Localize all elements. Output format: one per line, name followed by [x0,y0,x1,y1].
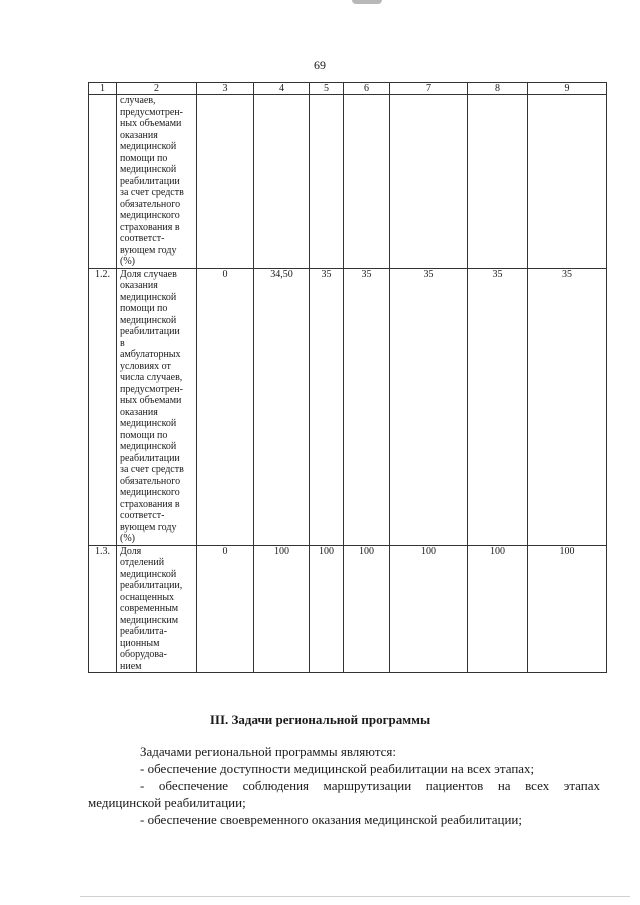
header-cell: 8 [468,83,528,95]
page-edge-line [80,896,630,897]
description-line: современным [120,603,179,614]
description-line: медицинской [120,291,177,303]
value-cell: 100 [310,545,344,673]
description-line: Доля [120,545,142,557]
description-line: помощи по [120,429,168,441]
description-line: условиях от [120,360,171,372]
description-line: медицинской [120,164,177,175]
description-line: медицинского [120,210,180,221]
value-cell: 0 [197,545,254,673]
description-line: медицинской [120,314,177,326]
value-cell: 35 [344,268,390,545]
description-line: медицинской [120,418,177,429]
page-number: 69 [314,58,326,72]
task-item: - обеспечение соблюдения маршрутизации пациентов на всех этапах [140,778,600,793]
description-line: (%) [120,533,135,544]
description-line: реабилитации [120,175,180,187]
description-line: реабилитации [120,452,180,464]
scan-artifact [352,0,382,4]
indicator-description [117,545,197,673]
value-cell: 100 [344,545,390,673]
header-cell: 5 [310,83,344,95]
description-line: оснащенных [120,591,175,603]
description-line: предусмотрен- [120,106,183,118]
row-number: 1.2. [89,268,117,545]
value-cell: 0 [197,268,254,545]
description-line: вующем году [120,244,177,256]
header-cell: 4 [254,83,310,95]
description-line: случаев, [120,95,156,106]
row-number [89,95,117,269]
description-line: оказания [120,129,158,141]
description-line: (%) [120,256,135,267]
description-line: обязательного [120,198,181,210]
description-line: обязательного [120,475,181,487]
table-row [89,268,607,545]
header-cell: 2 [117,83,197,95]
description-line: Доля случаев [120,268,177,280]
task-item: - обеспечение своевременного оказания медицинской реабилитации; [140,812,523,827]
value-cell [528,95,607,269]
value-cell: 100 [528,545,607,673]
description-line: за счет средств [120,464,184,475]
description-line: медицинской [120,568,177,580]
value-cell: 34,50 [254,268,310,545]
table-row [89,95,607,269]
indicator-description [117,95,197,269]
value-cell: 35 [528,268,607,545]
description-line: ных объемами [120,118,182,129]
value-cell [390,95,468,269]
description-line: страхования в [120,221,180,233]
table-header-row [89,83,607,95]
value-cell: 100 [390,545,468,673]
task-item: - обеспечение доступности медицинской реабилитации на всех этапах; [140,761,535,776]
value-cell [197,95,254,269]
header-cell: 9 [528,83,607,95]
header-cell: 3 [197,83,254,95]
description-line: амбулаторных [120,349,181,360]
description-line: реабилитации [120,326,180,337]
value-cell [310,95,344,269]
description-line: предусмотрен- [120,383,183,395]
description-line: оказания [120,406,158,418]
description-line: реабилита- [120,626,168,637]
description-line: соответст- [120,233,165,244]
description-line: медицинского [120,487,180,498]
description-line: оказания [120,280,158,291]
description-line: медицинской [120,441,177,452]
row-number: 1.3. [89,545,117,673]
description-line: реабилитации, [120,580,183,591]
description-line: ных объемами [120,395,182,406]
indicator-description [117,268,197,545]
description-line: помощи по [120,303,168,314]
description-line: отделений [120,557,165,568]
description-line: ционным [120,637,160,649]
value-cell: 100 [468,545,528,673]
description-line: в [120,337,125,349]
value-cell: 100 [254,545,310,673]
section-heading: III. Задачи региональной программы [209,712,431,727]
description-line: оборудова- [120,649,167,660]
description-line: соответст- [120,510,165,521]
header-cell: 1 [89,83,117,95]
description-line: нием [120,660,142,672]
description-line: медицинской [120,141,177,152]
header-cell: 7 [390,83,468,95]
table-row [89,545,607,673]
value-cell [468,95,528,269]
value-cell [254,95,310,269]
value-cell: 35 [468,268,528,545]
indicators-table [88,82,607,673]
value-cell [344,95,390,269]
description-line: за счет средств [120,187,184,198]
description-line: страхования в [120,498,180,510]
header-cell: 6 [344,83,390,95]
value-cell: 35 [310,268,344,545]
description-line: помощи по [120,152,168,164]
description-line: числа случаев, [120,372,183,383]
description-line: медицинским [120,614,179,626]
task-item-continuation: медицинской реабилитации; [88,795,246,810]
description-line: вующем году [120,521,177,533]
value-cell: 35 [390,268,468,545]
section-intro: Задачами региональной программы являются: [140,744,397,759]
